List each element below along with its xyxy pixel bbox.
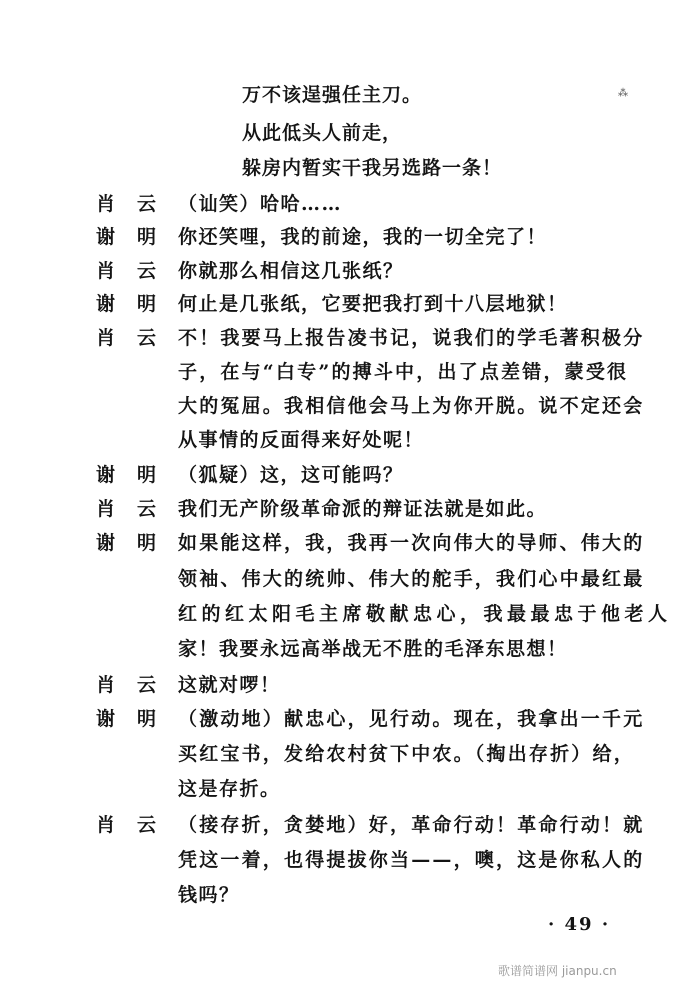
dialogue-line: 何止是几张纸，它要把我打到十八层地狱！ — [178, 293, 568, 315]
dialogue-line: 从事情的反面得来好处呢！ — [178, 429, 425, 451]
dialogue-line: 钱吗？ — [178, 884, 240, 906]
speaker-name: 谢明 — [96, 464, 179, 486]
scan-speck: ⁂ — [618, 88, 628, 99]
dialogue-line: 你就那么相信这几张纸？ — [178, 260, 404, 282]
dialogue-line: （激动地）献忠心，见行动。现在，我拿出一千元 — [178, 708, 645, 730]
dialogue-line: 子，在与“白专”的搏斗中，出了点差错，蒙受很 — [178, 361, 629, 383]
speaker-name: 谢明 — [96, 226, 179, 248]
speaker-name: 肖云 — [96, 327, 179, 349]
page-number: · 49 · — [548, 914, 611, 935]
dialogue-line: 大的冤屈。我相信他会马上为你开脱。说不定还会 — [178, 395, 645, 417]
speaker-name: 肖云 — [96, 498, 179, 520]
dialogue-line: 你还笑哩，我的前途，我的一切全完了！ — [178, 226, 548, 248]
dialogue-line: （狐疑）这，这可能吗？ — [178, 464, 404, 486]
dialogue-line: 不！我要马上报告凌书记，说我们的学毛著积极分 — [178, 327, 645, 349]
speaker-name: 肖云 — [96, 260, 179, 282]
dialogue-line: （讪笑）哈哈…… — [178, 193, 343, 215]
dialogue-line: 这是存折。 — [178, 778, 281, 800]
watermark-text: 歌谱简谱网 jianpu.cn — [498, 964, 617, 978]
dialogue-line: 如果能这样，我，我再一次向伟大的导师、伟大的 — [178, 532, 645, 554]
dialogue-line: 领袖、伟大的统帅、伟大的舵手，我们心中最红最 — [178, 568, 645, 590]
speaker-name: 谢明 — [96, 293, 179, 315]
dialogue-line: 凭这一着，也得提拔你当——，噢，这是你私人的 — [178, 849, 645, 871]
speaker-name: 谢明 — [96, 532, 179, 554]
verse-line-1: 万不该逞强任主刀。 — [242, 84, 423, 106]
speaker-name: 谢明 — [96, 708, 179, 730]
dialogue-line: 买红宝书，发给农村贫下中农。（掏出存折）给， — [178, 743, 635, 765]
dialogue-line: （接存折，贪婪地）好，革命行动！革命行动！就 — [178, 814, 645, 836]
dialogue-line: 我们无产阶级革命派的辩证法就是如此。 — [178, 498, 548, 520]
verse-line-3: 躲房内暂实干我另选路一条！ — [242, 157, 503, 179]
speaker-name: 肖云 — [96, 674, 179, 696]
speaker-name: 肖云 — [96, 193, 179, 215]
verse-line-2: 从此低头人前走， — [242, 122, 403, 144]
dialogue-line: 红的红太阳毛主席敬献忠心，我最最忠于他老人 — [178, 603, 672, 625]
speaker-name: 肖云 — [96, 814, 179, 836]
dialogue-line: 这就对啰！ — [178, 674, 281, 696]
dialogue-line: 家！我要永远高举战无不胜的毛泽东思想！ — [178, 638, 568, 660]
